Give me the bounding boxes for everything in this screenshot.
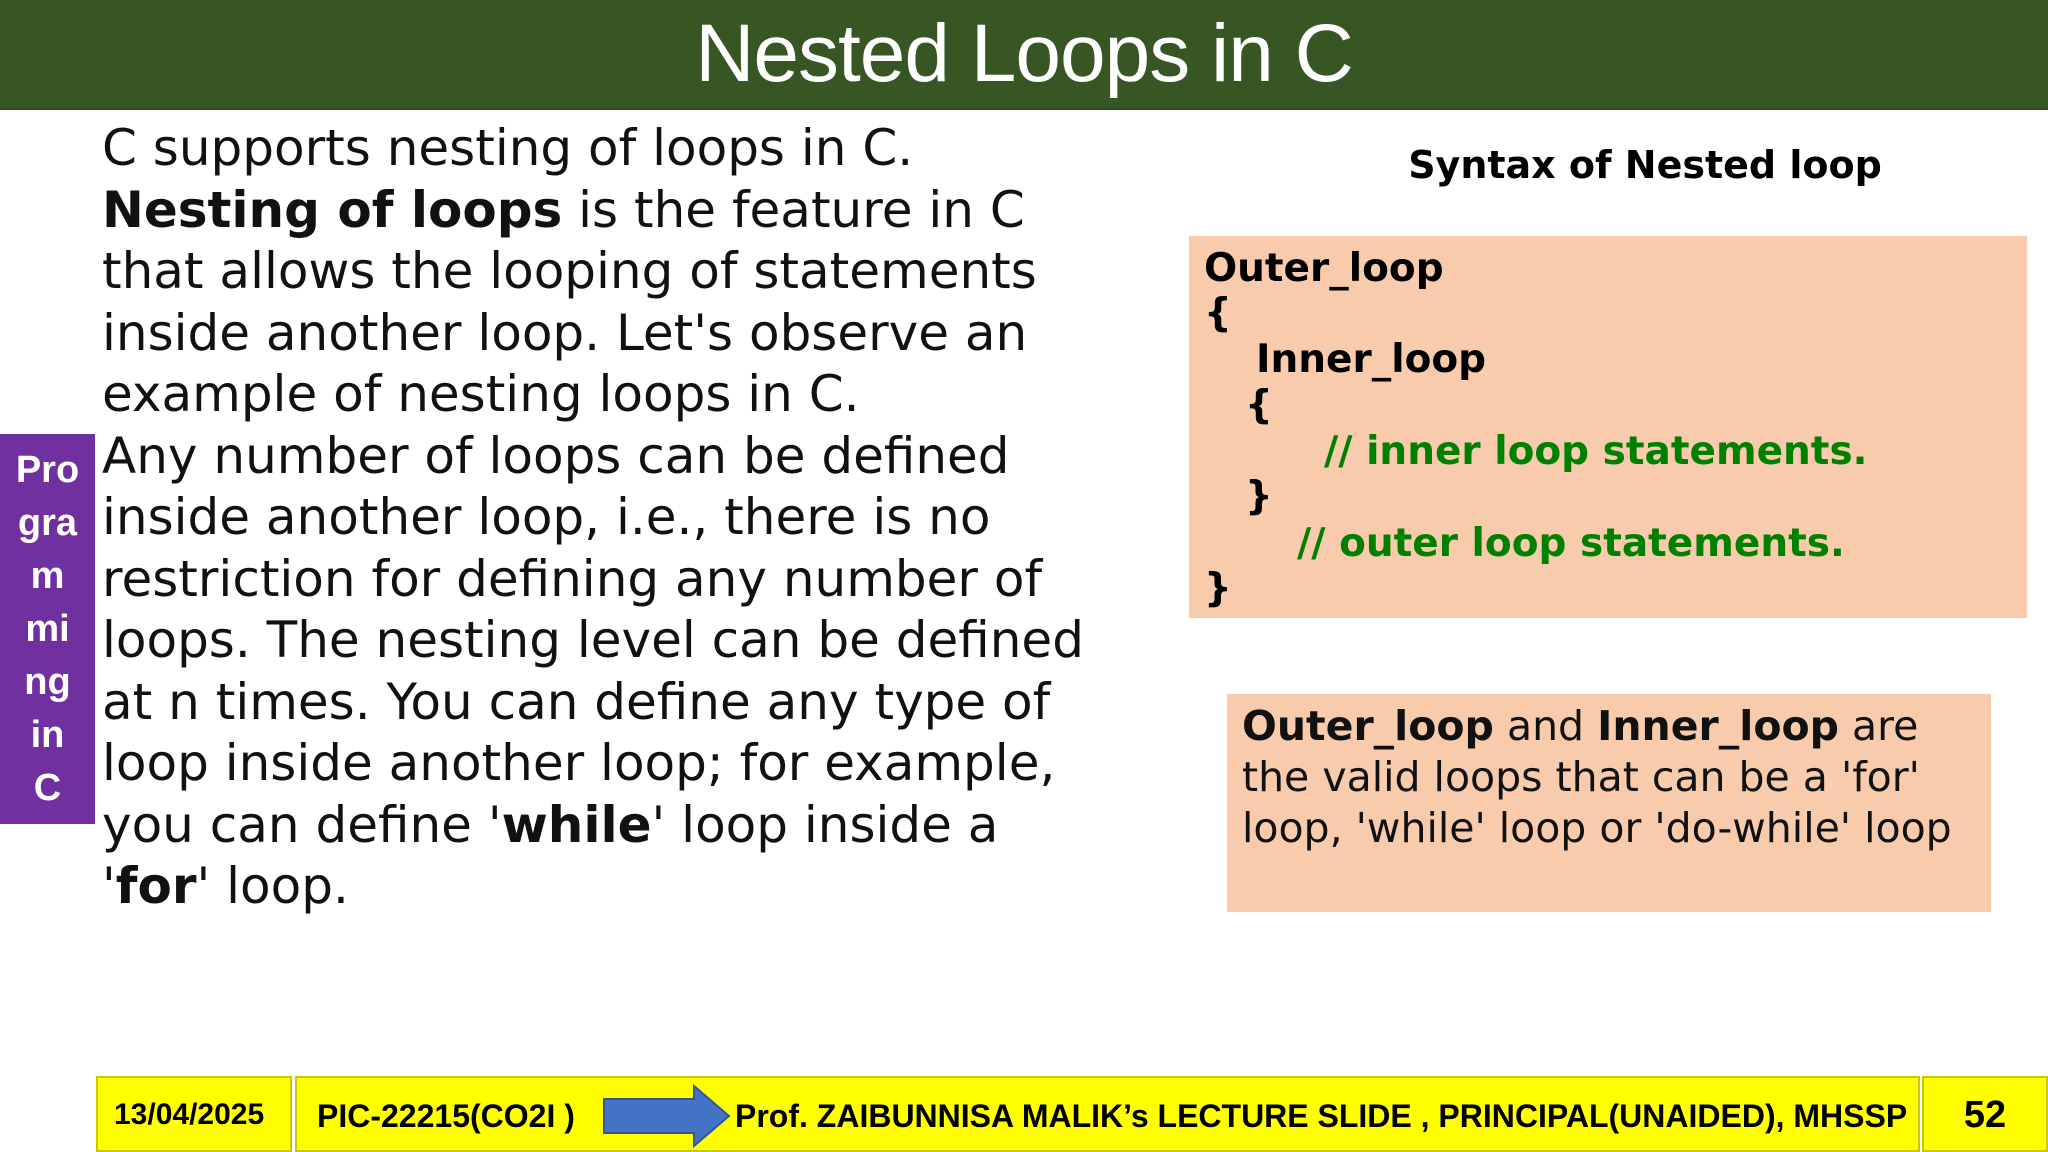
code-close-brace-inner: } (1245, 474, 1273, 519)
code-inner-loop: Inner_loop (1256, 337, 1487, 382)
side-tab-line: mi (25, 607, 70, 650)
right-arrow-icon (602, 1084, 732, 1148)
text-run: are the valid loops that can be a 'for' loop, 'while' loop or 'do-while' loop (1242, 702, 1952, 852)
syntax-heading: Syntax of Nested loop (1408, 143, 1882, 187)
title-bar (0, 0, 2048, 110)
footer-page-number: 52 (1922, 1076, 2048, 1152)
footer-date: 13/04/2025 (96, 1076, 292, 1152)
note-bold-inner-loop: Inner_loop (1597, 702, 1840, 750)
text-run: and (1493, 702, 1598, 750)
side-tab-line: C (33, 766, 62, 809)
bold-keyword-while: while (501, 795, 652, 854)
text-run: Any number of loops can be defined inside another loop, i.e., there is no restriction for defining any number of loops. The nesting level can be defined at n times. You can define any type of loop inside another loop; for example, you can define ' (102, 426, 1084, 854)
body-text (102, 118, 1092, 918)
code-inner-comment: // inner loop statements. (1324, 429, 1868, 474)
side-tab-line: Pro (15, 448, 80, 491)
text-run: C supports nesting of loops in C. (102, 119, 914, 177)
bold-term-nesting-of-loops: Nesting of loops (102, 180, 563, 239)
text-run: ' loop. (196, 857, 349, 915)
code-outer-comment: // outer loop statements. (1297, 521, 1845, 566)
note-box (1227, 694, 1991, 912)
side-tab-line: ng (24, 660, 71, 703)
bold-keyword-for: for (115, 857, 197, 915)
side-tab-line: in (30, 713, 65, 756)
code-open-brace-inner: { (1245, 383, 1273, 428)
footer-professor: Prof. ZAIBUNNISA MALIK’s LECTURE SLIDE , PRINCIPAL(UNAIDED), MHSSP (735, 1098, 1908, 1134)
paragraph-loop-count (102, 426, 1092, 918)
side-tab-line: gra (17, 501, 78, 544)
side-tab-programming-in-c (0, 434, 95, 824)
side-tab-line: m (30, 554, 65, 597)
code-open-brace-outer: { (1204, 291, 1232, 336)
slide-title: Nested Loops in C (695, 8, 1353, 99)
code-outer-loop: Outer_loop (1204, 246, 1444, 291)
syntax-code-box (1189, 236, 2027, 618)
text-run: ' loop inside a ' (102, 795, 999, 915)
footer-course-info (295, 1076, 1920, 1152)
note-bold-outer-loop: Outer_loop (1242, 702, 1494, 750)
code-close-brace-outer: } (1204, 566, 1232, 611)
paragraph-nesting-intro (102, 118, 1092, 426)
footer-course-code: PIC-22215(CO2I ) (317, 1098, 575, 1134)
text-run: is the feature in C that allows the looping of statements inside another loop. Let's observe an example of nesting loops in C. (102, 180, 1037, 423)
